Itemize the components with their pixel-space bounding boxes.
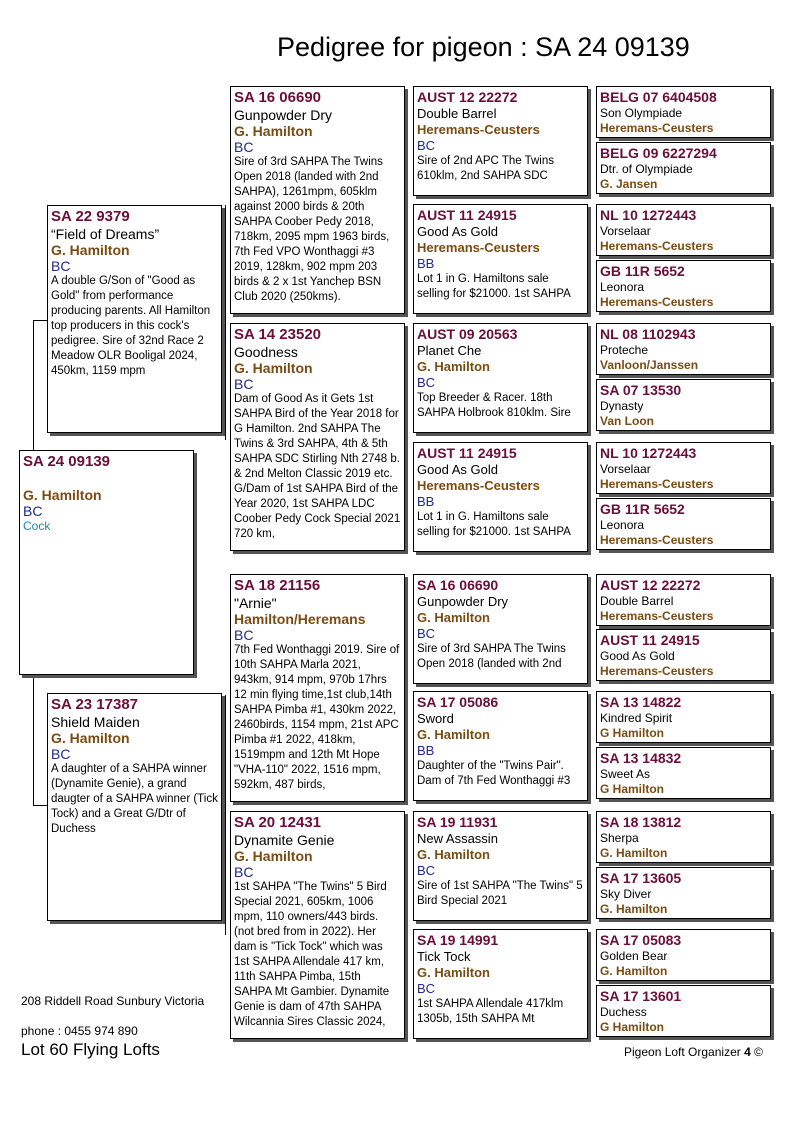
pigeon-name: Double Barrel <box>417 106 497 121</box>
pigeon-name: Tick Tock <box>417 949 471 964</box>
pigeon-name: Leonora <box>600 280 645 294</box>
great-grandparent-card[interactable] <box>413 574 588 684</box>
color-code: BC <box>51 746 71 762</box>
great-grandparent-card[interactable] <box>413 323 588 433</box>
ring-number: SA 24 09139 <box>23 453 111 470</box>
color-code: BC <box>234 139 254 155</box>
ancestor-card[interactable] <box>596 498 771 550</box>
loft-address: 208 Riddell Road Sunbury Victoria <box>21 994 205 1008</box>
ring-number: AUST 12 22272 <box>600 577 701 593</box>
pigeon-name: Vorselaar <box>600 224 651 238</box>
pigeon-name: Kindred Spirit <box>600 711 673 725</box>
page-title: Pedigree for pigeon : SA 24 09139 <box>277 32 690 62</box>
breeder-name: G. Hamilton <box>417 965 490 980</box>
ancestor-card[interactable] <box>596 985 771 1037</box>
ancestor-card[interactable] <box>596 929 771 981</box>
breeder-name: Heremans-Ceusters <box>600 608 714 623</box>
pigeon-name: Proteche <box>600 343 649 357</box>
pigeon-description: Lot 1 in G. Hamiltons sale selling for $21000. 1st SAHPA <box>417 511 571 538</box>
software-name: Pigeon Loft Organizer <box>624 1045 741 1059</box>
ring-number: SA 13 14822 <box>600 694 682 710</box>
ring-number: AUST 11 24915 <box>600 632 700 648</box>
pigeon-name: “Field of Dreams” <box>51 226 160 242</box>
breeder-name: G. Hamilton <box>417 847 490 862</box>
pigeon-name: Goodness <box>234 344 298 360</box>
pigeon-description: Sire of 3rd SAHPA The Twins Open 2018 (landed with 2nd <box>417 643 566 670</box>
ring-number: SA 17 05083 <box>600 932 682 948</box>
breeder-name: Heremans-Ceusters <box>600 663 714 678</box>
connector-line <box>33 675 34 805</box>
loft-name: Lot 60 Flying Lofts <box>21 1040 160 1059</box>
pigeon-description: 7th Fed Wonthaggi 2019. Sire of 10th SAHPA Marla 2021, 943km, 914 mpm, 970b 17hrs 12 min flying time,1st club,14th SAHPA Pimba #1, 430km 2022, 2460birds, 1154 mpm, 21st APC Pimba #1 2022, 418km, 1519mpm and 12th Mt Hope "VHA-110" 2022, 1516 mpm, 592km, 487 birds, <box>234 644 400 791</box>
sire-card[interactable] <box>47 205 222 433</box>
software-credit <box>624 1045 763 1059</box>
ring-number: SA 14 23520 <box>234 326 322 343</box>
ring-number: SA 16 06690 <box>417 577 499 593</box>
pigeon-name: Double Barrel <box>600 594 674 608</box>
color-code: BC <box>417 138 436 153</box>
color-code: BC <box>234 627 254 643</box>
pigeon-description: Sire of 2nd APC The Twins 610klm, 2nd SAHPA SDC <box>417 155 555 182</box>
ring-number: GB 11R 5652 <box>600 263 685 279</box>
color-code: BC <box>234 376 254 392</box>
dam-card[interactable] <box>47 693 222 921</box>
color-code: BC <box>234 864 254 880</box>
color-code: BC <box>417 863 436 878</box>
pigeon-description: Daughter of the "Twins Pair". Dam of 7th Fed Wonthaggi #3 <box>417 760 571 787</box>
breeder-name: Heremans-Ceusters <box>417 122 540 137</box>
ring-number: SA 23 17387 <box>51 696 139 713</box>
breeder-name: Van Loon <box>600 413 654 428</box>
pigeon-description: Sire of 3rd SAHPA The Twins Open 2018 (landed with 2nd SAHPA), 1261mpm, 605klm against 2000 birds & 20th SAHPA Coober Pedy 2018, 718km, 2095 mpm 1963 birds, 7th Fed VPO Wonthaggi #3 2019, 128km, 902 mpm 203 birds & 2 x 1st Yanchep BSN Club 2020 (250kms). <box>234 156 390 303</box>
breeder-name: Heremans-Ceusters <box>600 532 714 547</box>
pigeon-description: A double G/Son of "Good as Gold" from performance producing parents. All Hamilton top producers in this cock's pedigree. Sire of 32nd Race 2 Meadow OLR Booligal 2024, 450km, 1159 mpm <box>51 275 211 377</box>
pigeon-name: Gunpowder Dry <box>234 107 333 123</box>
ring-number: AUST 11 24915 <box>417 207 517 223</box>
ring-number: GB 11R 5652 <box>600 501 685 517</box>
connector-line <box>225 205 226 440</box>
connector-line <box>225 695 226 935</box>
sire-dam-card[interactable] <box>230 323 405 551</box>
color-code: BC <box>417 981 436 996</box>
ring-number: SA 22 9379 <box>51 208 130 225</box>
ancestor-card[interactable] <box>596 379 771 431</box>
pigeon-description: Top Breeder & Racer. 18th SAHPA Holbrook 810klm. Sire <box>417 392 571 419</box>
breeder-name: Heremans-Ceusters <box>600 120 714 135</box>
color-code: BC <box>417 375 436 390</box>
breeder-name: Heremans-Ceusters <box>600 238 714 253</box>
pigeon-description: Lot 1 in G. Hamiltons sale selling for $21000. 1st SAHPA <box>417 273 571 300</box>
connector-line <box>33 805 48 806</box>
connector-line <box>407 388 408 498</box>
ancestor-card[interactable] <box>596 747 771 799</box>
pigeon-name: Sherpa <box>600 831 639 845</box>
ring-number: SA 18 13812 <box>600 814 682 830</box>
ring-number: AUST 11 24915 <box>417 445 517 461</box>
great-grandparent-card[interactable] <box>413 442 588 552</box>
software-version: 4 <box>744 1045 751 1059</box>
ring-number: SA 17 13601 <box>600 988 682 1004</box>
breeder-name: G Hamilton <box>600 1019 665 1034</box>
breeder-name: Heremans-Ceusters <box>417 478 540 493</box>
great-grandparent-card[interactable] <box>413 86 588 196</box>
pigeon-name: Duchess <box>600 1005 647 1019</box>
sex-label: Cock <box>23 519 51 533</box>
pigeon-name: Planet Che <box>417 343 482 358</box>
subject-pigeon-card[interactable] <box>19 450 194 675</box>
pigeon-name: Good As Gold <box>417 224 498 239</box>
breeder-name: G. Hamilton <box>234 123 313 139</box>
ancestor-card[interactable] <box>596 86 771 138</box>
breeder-name: G. Hamilton <box>234 848 313 864</box>
breeder-name: G. Hamilton <box>23 487 102 503</box>
connector-line <box>407 640 408 750</box>
pigeon-name: Dynasty <box>600 399 644 413</box>
pigeon-description: Dam of Good As it Gets 1st SAHPA Bird of the Year 2018 for G Hamilton. 2nd SAHPA The Twins & 3rd SAHPA, 4th & 5th SAHPA SDC Stirling Nth 2748 b. & 2nd Melton Classic 2019 etc. G/Dam of 1st SAHPA Bird of the Year 2020, 1st SAHPA LDC Coober Pedy Cock Special 2021 720 km, <box>234 393 401 540</box>
ring-number: BELG 09 6227294 <box>600 145 717 161</box>
breeder-name: G. Hamilton <box>51 242 130 258</box>
ring-number: AUST 09 20563 <box>417 326 518 342</box>
ring-number: SA 07 13530 <box>600 382 682 398</box>
connector-line <box>33 320 34 450</box>
great-grandparent-card[interactable] <box>413 691 588 801</box>
breeder-name: Heremans-Ceusters <box>600 294 714 309</box>
connector-line <box>407 150 408 260</box>
breeder-name: Heremans-Ceusters <box>417 240 540 255</box>
pigeon-name: New Assassin <box>417 831 498 846</box>
color-code: BC <box>417 626 436 641</box>
pigeon-description: Sire of 1st SAHPA "The Twins" 5 Bird Special 2021 <box>417 880 583 907</box>
ancestor-card[interactable] <box>596 691 771 743</box>
ring-number: SA 16 06690 <box>234 89 322 106</box>
pigeon-name: Vorselaar <box>600 462 651 476</box>
ring-number: SA 19 11931 <box>417 814 498 830</box>
ancestor-card[interactable] <box>596 260 771 312</box>
ring-number: SA 18 21156 <box>234 577 321 594</box>
dam-dam-card[interactable] <box>230 811 405 1039</box>
ancestor-card[interactable] <box>596 442 771 494</box>
ring-number: SA 13 14832 <box>600 750 682 766</box>
breeder-name: G. Hamilton <box>600 963 668 978</box>
pigeon-name: Sword <box>417 711 454 726</box>
breeder-name: Heremans-Ceusters <box>600 476 714 491</box>
ancestor-card[interactable] <box>596 811 771 863</box>
breeder-name: G. Jansen <box>600 176 658 191</box>
pigeon-name: Sky Diver <box>600 887 652 901</box>
pigeon-description: 1st SAHPA Allendale 417klm 1305b, 15th SAHPA Mt <box>417 998 564 1025</box>
breeder-name: G. Hamilton <box>234 360 313 376</box>
loft-phone: phone : 0455 974 890 <box>21 1024 138 1038</box>
ring-number: SA 17 05086 <box>417 694 499 710</box>
color-code: BB <box>417 256 435 271</box>
breeder-name: G. Hamilton <box>600 845 668 860</box>
ancestor-card[interactable] <box>596 867 771 919</box>
pigeon-name: Good As Gold <box>600 649 675 663</box>
ring-number: NL 10 1272443 <box>600 445 697 461</box>
ring-number: NL 08 1102943 <box>600 326 696 342</box>
pigeon-name: "Arnie" <box>234 595 277 611</box>
great-grandparent-card[interactable] <box>413 204 588 314</box>
color-code: BC <box>23 503 43 519</box>
breeder-name: G. Hamilton <box>51 730 130 746</box>
pigeon-description: A daughter of a SAHPA winner (Dynamite Genie), a grand daugter of a SAHPA winner (Tick Tock) and a Great G/Dtr of Duchess <box>51 763 218 835</box>
ancestor-card[interactable] <box>596 204 771 256</box>
pigeon-name: Sweet As <box>600 767 651 781</box>
ring-number: AUST 12 22272 <box>417 89 518 105</box>
breeder-name: G Hamilton <box>600 725 665 740</box>
breeder-name: G Hamilton <box>600 781 665 796</box>
pigeon-name: Dynamite Genie <box>234 832 335 848</box>
pigeon-name: Son Olympiade <box>600 106 683 120</box>
pigeon-description: 1st SAHPA "The Twins" 5 Bird Special 2021, 605km, 1006 mpm, 110 owners/443 birds. (not bred from in 2022). Her dam is "Tick Tock" which was 1st SAHPA Allendale 417 km, 11th SAHPA Pimba, 15th SAHPA Mt Gambier. Dynamite Genie is dam of 47th SAHPA Wilcannia Sires Classic 2024, <box>234 881 390 1028</box>
connector-line <box>407 875 408 985</box>
ring-number: BELG 07 6404508 <box>600 89 717 105</box>
pigeon-name: Leonora <box>600 518 645 532</box>
pigeon-name: Golden Bear <box>600 949 668 963</box>
connector-line <box>33 320 48 321</box>
breeder-name: G. Hamilton <box>417 359 490 374</box>
breeder-name: G. Hamilton <box>417 727 490 742</box>
copyright-symbol: © <box>754 1045 763 1059</box>
color-code: BB <box>417 494 435 509</box>
great-grandparent-card[interactable] <box>413 929 588 1039</box>
ring-number: SA 19 14991 <box>417 932 499 948</box>
pigeon-name: Dtr. of Olympiade <box>600 162 693 176</box>
great-grandparent-card[interactable] <box>413 811 588 921</box>
breeder-name: Hamilton/Heremans <box>234 611 366 627</box>
ring-number: SA 20 12431 <box>234 814 322 831</box>
sire-sire-card[interactable] <box>230 86 405 314</box>
pigeon-name: Good As Gold <box>417 462 498 477</box>
breeder-name: Vanloon/Janssen <box>600 357 699 372</box>
breeder-name: G. Hamilton <box>417 610 490 625</box>
breeder-name: G. Hamilton <box>600 901 668 916</box>
color-code: BC <box>51 258 71 274</box>
ring-number: NL 10 1272443 <box>600 207 697 223</box>
color-code: BB <box>417 743 435 758</box>
ancestor-card[interactable] <box>596 574 771 626</box>
dam-sire-card[interactable] <box>230 574 405 802</box>
pigeon-name: Shield Maiden <box>51 714 140 730</box>
pigeon-name: Gunpowder Dry <box>417 594 509 609</box>
ancestor-card[interactable] <box>596 629 771 681</box>
ancestor-card[interactable] <box>596 323 771 375</box>
ancestor-card[interactable] <box>596 142 771 194</box>
ring-number: SA 17 13605 <box>600 870 682 886</box>
